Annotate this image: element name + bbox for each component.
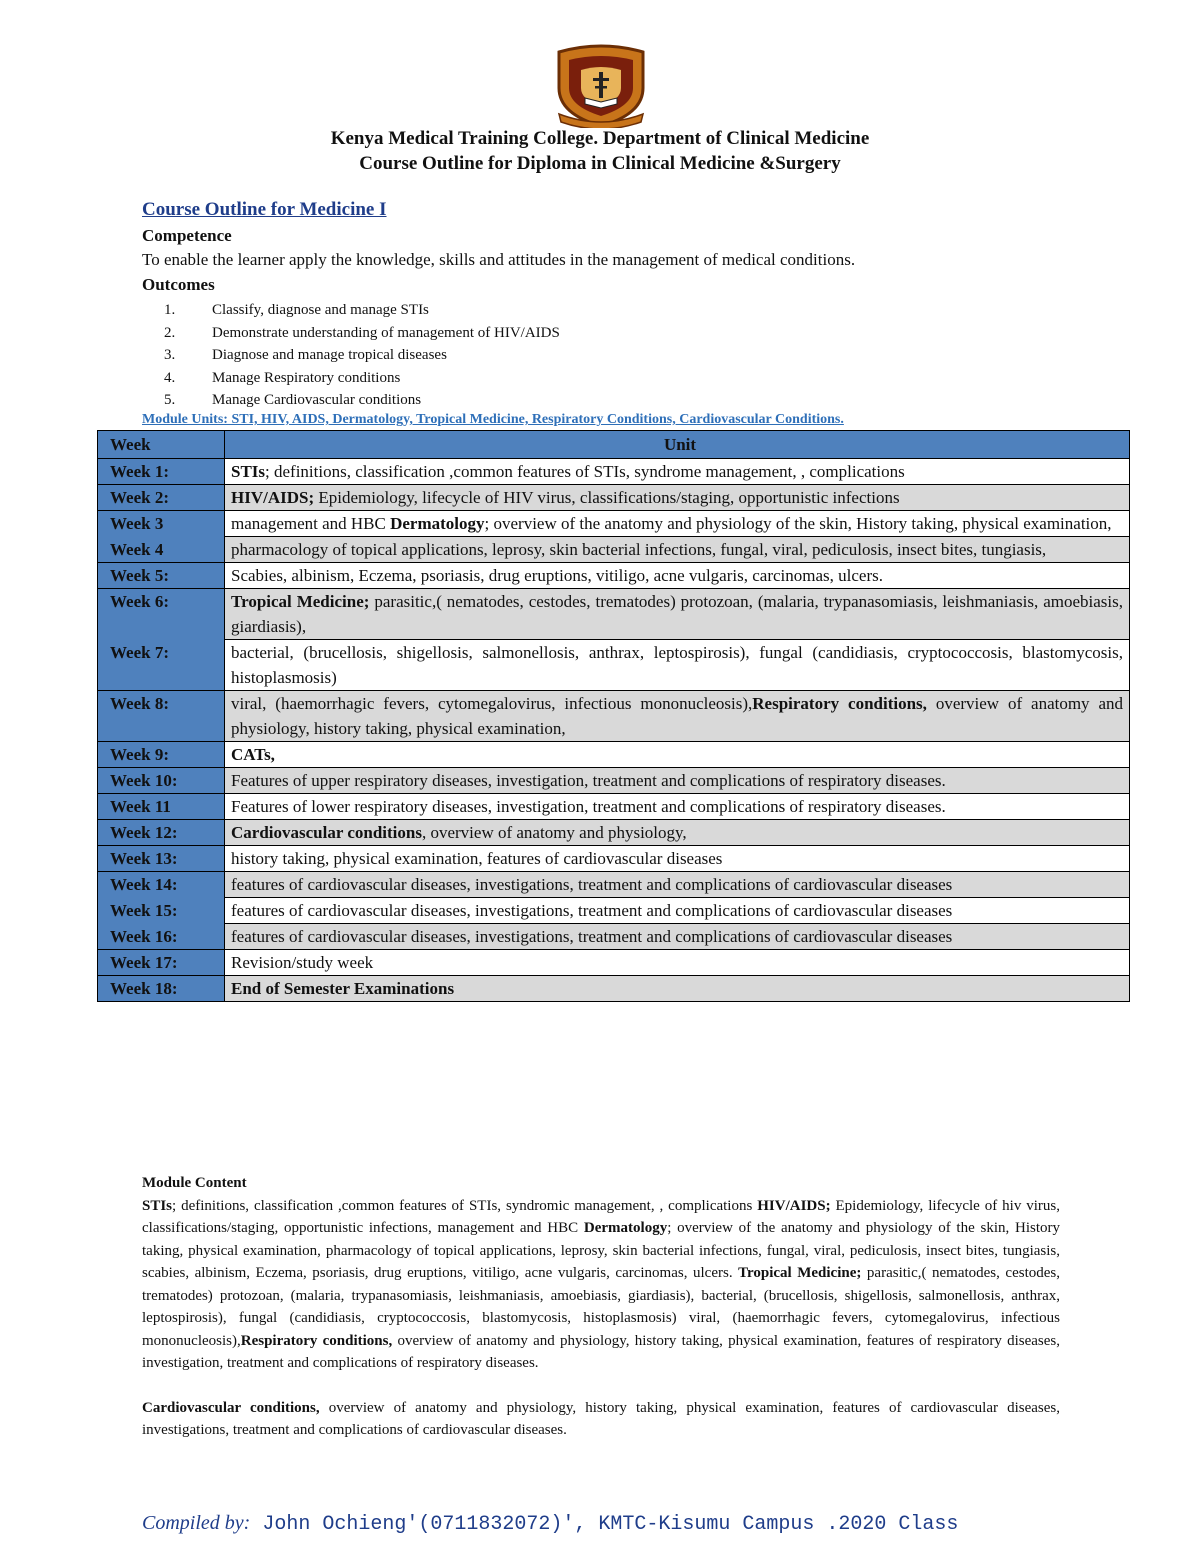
module-units: Module Units: STI, HIV, AIDS, Dermatology, Tropical Medicine, Respiratory Conditions, Cardiovascular Conditions. [142,412,844,427]
table-row: Week 12: Cardiovascular conditions, overview of anatomy and physiology, [98,820,1130,846]
table-row: Week 13: history taking, physical examination, features of cardiovascular diseases [98,846,1130,872]
table-row: Week 18: End of Semester Examinations [98,976,1130,1002]
table-row: Week 8: viral, (haemorrhagic fevers, cytomegalovirus, infectious mononucleosis),Respiratory conditions, overview of anatomy and physiology, history taking, physical examination, [98,691,1130,742]
outcome-item: 3. Diagnose and manage tropical diseases [164,347,447,363]
table-row: Week 14: features of cardiovascular diseases, investigations, treatment and complications of cardiovascular diseases [98,872,1130,898]
table-row: Week 17: Revision/study week [98,950,1130,976]
table-row: Week 7: bacterial, (brucellosis, shigellosis, salmonellosis, anthrax, leptospirosis), fungal (candidiasis, cryptococcosis, blastomycosis, histoplasmosis) [98,640,1130,691]
outcome-item: 5. Manage Cardiovascular conditions [164,392,422,408]
module-content-paragraph: STIs; definitions, classification ,common features of STIs, syndromic management, , complications HIV/AIDS; Epidemiology, lifecycle of hiv virus, classifications/staging, opportunistic infections, management and HBC Dermatology; overview of the anatomy and physiology of the skin, History taking, physical examination, pharmacology of topical applications, leprosy, skin bacterial infections, fungal, viral, pediculosis, insect bites, tungiasis, scabies, albinism, Eczema, psoriasis, drug eruptions, vitiligo, acne vulgaris, carcinomas, ulcers. Tropical Medicine; parasitic,( nematodes, cestodes, trematodes) protozoan, (malaria, trypanasomiasis, leishmaniasis, amoebiasis, giardiasis), bacterial, (brucellosis, shigellosis, salmonellosis, anthrax, leptospirosis), fungal (candidiasis, cryptococcosis, blastomycosis, histoplasmosis) viral, (haemorrhagic fevers, cytomegalovirus, infectious mononucleosis),Respiratory conditions, overview of anatomy and physiology, history taking, physical examination, features of respiratory diseases, investigation, treatment and complications of respiratory diseases. [142,1197,1061,1371]
table-row: Week 2: HIV/AIDS; Epidemiology, lifecycle of HIV virus, classifications/staging, opportunistic infections [98,485,1130,511]
table-row: Week 15: features of cardiovascular diseases, investigations, treatment and complications of cardiovascular diseases [98,898,1130,924]
college-department-title: Kenya Medical Training College. Department of Clinical Medicine [330,128,870,149]
competence-text: To enable the learner apply the knowledge, skills and attitudes in the management of medical conditions. [142,250,856,269]
course-outline-subtitle: Course Outline for Diploma in Clinical Medicine &Surgery [359,153,841,174]
table-row: Week 5: Scabies, albinism, Eczema, psoriasis, drug eruptions, vitiligo, acne vulgaris, carcinomas, ulcers. [98,563,1130,589]
cardiovascular-paragraph: Cardiovascular conditions, overview of anatomy and physiology, history taking, physical examination, features of cardiovascular diseases, investigations, treatment and complications of cardiovascular diseases. [142,1399,1060,1438]
module-content [142,1172,1060,1442]
table-row: Week 3 management and HBC Dermatology; overview of the anatomy and physiology of the skin, History taking, physical examination, [98,511,1130,537]
table-row: Week 16: features of cardiovascular diseases, investigations, treatment and complications of cardiovascular diseases [98,924,1130,950]
outcomes-list [164,299,560,412]
outcome-item: 1. Classify, diagnose and manage STIs [164,302,429,318]
table-row: Week 10: Features of upper respiratory diseases, investigation, treatment and complications of respiratory diseases. [98,768,1130,794]
table-row: Week 1: STIs; definitions, classification ,common features of STIs, syndrome management, , complications [98,459,1130,485]
module-content-heading: Module Content [142,1175,247,1191]
outcome-item: 2. Demonstrate understanding of management of HIV/AIDS [164,324,560,341]
table-row: Week 9: CATs, [98,742,1130,768]
unit-column-header: Unit [225,431,1130,459]
college-logo [551,44,651,128]
table-row: Week 11 Features of lower respiratory diseases, investigation, treatment and complications of respiratory diseases. [98,794,1130,820]
table-header-row [98,431,1130,459]
outcomes-heading: Outcomes [142,275,215,294]
course-title: Course Outline for Medicine I [142,199,387,220]
outcome-item: 4. Manage Respiratory conditions [164,369,401,386]
table-row: Week 6: Tropical Medicine; parasitic,( nematodes, cestodes, trematodes) protozoan, (malaria, trypanasomiasis, leishmaniasis, amoebiasis, giardiasis), [98,589,1130,640]
competence-heading: Competence [142,226,232,245]
compiled-by-footer: Compiled by: John Ochieng'(0711832072)', KMTC-Kisumu Campus .2020 Class [142,1512,959,1536]
weekly-schedule-table [97,430,1130,1002]
table-row: Week 4 pharmacology of topical applications, leprosy, skin bacterial infections, fungal, viral, pediculosis, insect bites, tungiasis, [98,537,1130,563]
week-column-header: Week [98,431,225,459]
